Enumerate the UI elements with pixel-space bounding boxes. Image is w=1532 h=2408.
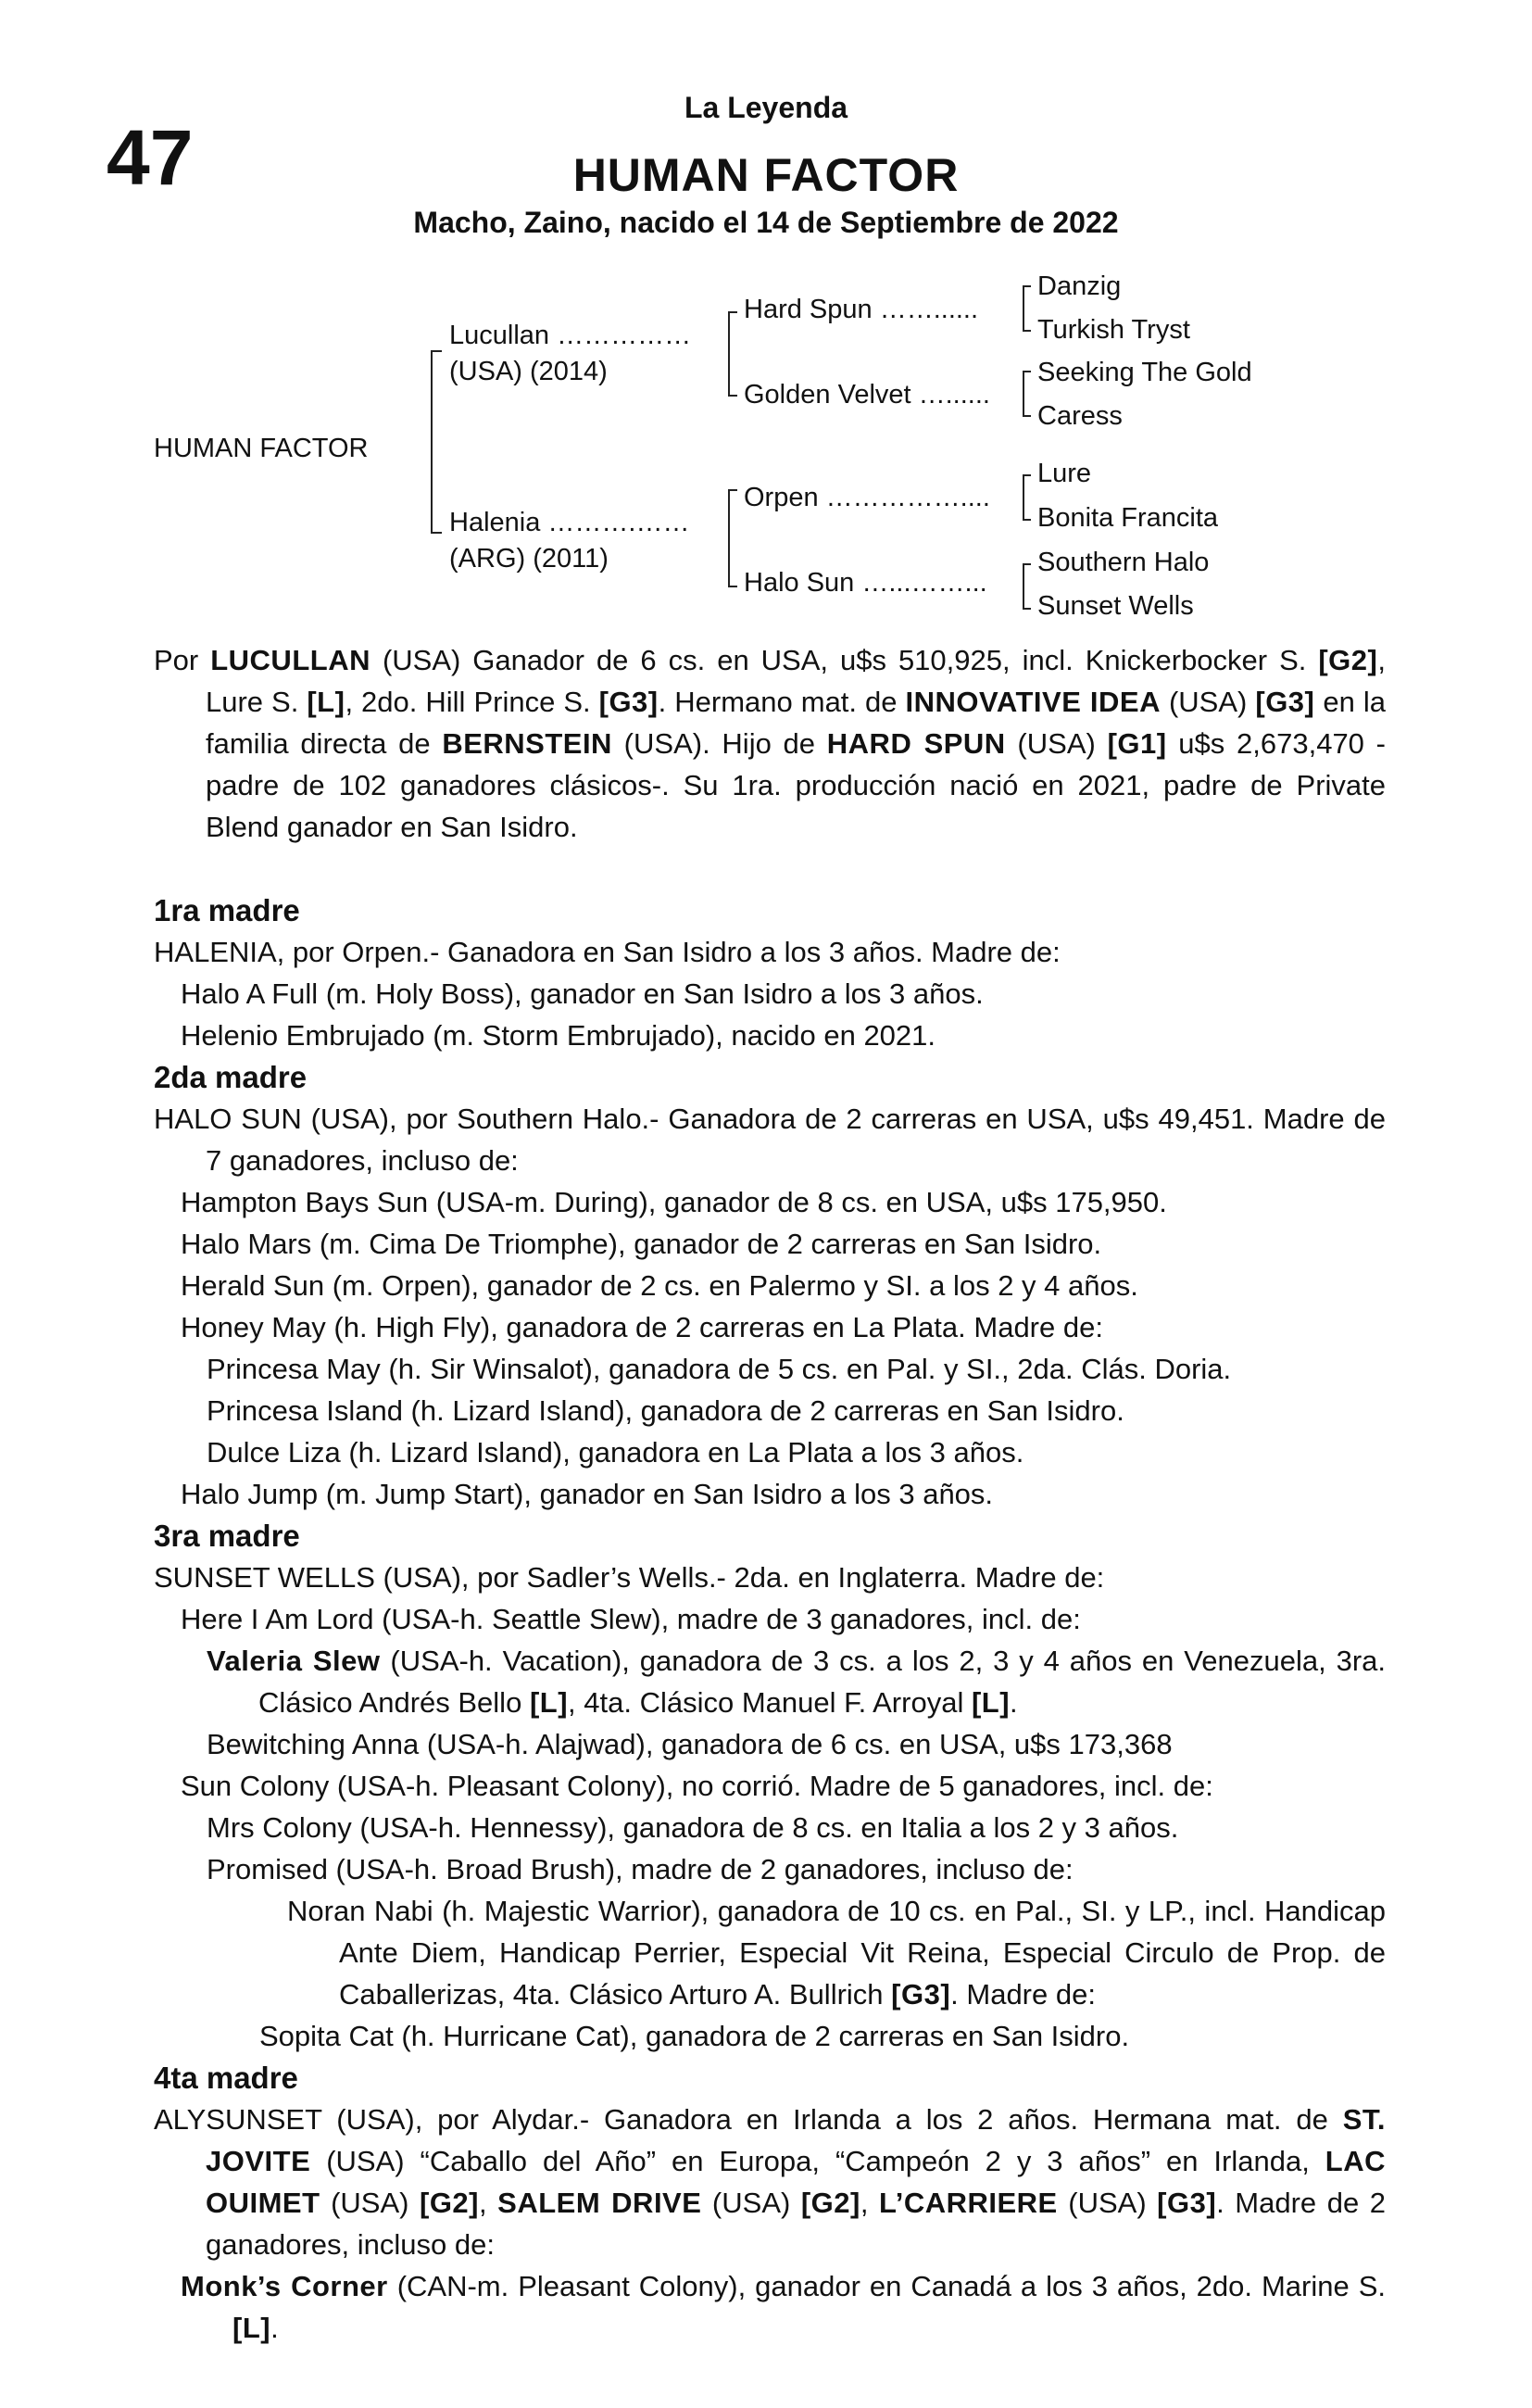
second-dam-title: 2da madre: [154, 1060, 308, 1094]
horse-name: HUMAN FACTOR: [572, 149, 960, 201]
horse-description: Macho, Zaino, nacido el 14 de Septiembre de 2022: [413, 206, 1119, 239]
pedigree-sdd: Caress: [1037, 401, 1123, 431]
first-dam-line: Helenio Embrujado (m. Storm Embrujado), nacido en 2021.: [181, 1019, 936, 1052]
second-dam-line: Halo Jump (m. Jump Start), ganador en San Isidro a los 3 años.: [181, 1478, 994, 1510]
pedigree-dam-dam: Halo Sun …...……...: [744, 568, 987, 598]
third-dam-line: Bewitching Anna (USA-h. Alajwad), ganadora de 6 cs. en USA, u$s 173,368: [207, 1728, 1173, 1760]
first-dam-line: Halo A Full (m. Holy Boss), ganador en San Isidro a los 3 años.: [181, 977, 984, 1010]
bracket-line: [1023, 285, 1024, 332]
bracket-line: [431, 532, 442, 534]
pedigree-sss: Danzig: [1037, 271, 1122, 301]
bracket-line: [1023, 330, 1031, 332]
third-dam-line: Mrs Colony (USA-h. Hennessy), ganadora de 8 cs. en Italia a los 2 y 3 años.: [207, 1811, 1179, 1844]
second-dam-line: HALO SUN (USA), por Southern Halo.- Ganadora de 2 carreras en USA, u$s 49,451. Madre de 7 ganadores, incluso de:: [154, 1103, 1386, 1177]
bracket-line: [431, 350, 433, 534]
fourth-dam-title: 4ta madre: [154, 2061, 298, 2095]
bracket-line: [1023, 415, 1031, 417]
sire-paragraph: Por LUCULLAN (USA) Ganador de 6 cs. en USA, u$s 510,925, incl. Knickerbocker S. [G2], Lure S. [L], 2do. Hill Prince S. [G3]. Hermano mat. de INNOVATIVE IDEA (USA) [G3] en la familia directa de BERNSTEIN (USA). Hijo de HARD SPUN (USA) [G1] u$s 2,673,470 -padre de 102 ganadores clásicos-. Su 1ra. producción nació en 2021, padre de Private Blend ganador en San Isidro.: [154, 644, 1386, 843]
pedigree-ssd: Turkish Tryst: [1037, 315, 1190, 345]
third-dam-line: SUNSET WELLS (USA), por Sadler’s Wells.- 2da. en Inglaterra. Madre de:: [154, 1561, 1105, 1594]
third-dam-line: Here I Am Lord (USA-h. Seattle Slew), madre de 3 ganadores, incl. de:: [181, 1603, 1081, 1635]
pedigree-sire: Lucullan ……………: [449, 321, 692, 350]
pedigree-dss: Lure: [1037, 459, 1092, 488]
bracket-line: [1023, 474, 1024, 521]
spacer: [154, 848, 1386, 889]
second-dam-line: Honey May (h. High Fly), ganadora de 2 carreras en La Plata. Madre de:: [181, 1311, 1103, 1343]
catalog-body: [154, 639, 1386, 2349]
bracket-line: [728, 586, 737, 587]
consignor: La Leyenda: [684, 91, 848, 124]
fourth-dam-line: ALYSUNSET (USA), por Alydar.- Ganadora en Irlanda a los 2 años. Hermana mat. de ST. JOVITE (USA) “Caballo del Año” en Europa, “Campeón 2 y 3 años” en Irlanda, LAC OUIMET (USA) [G2], SALEM DRIVE (USA) [G2], L’CARRIERE (USA) [G3]. Madre de 2 ganadores, incluso de:: [154, 2103, 1386, 2261]
third-dam-title: 3ra madre: [154, 1519, 300, 1553]
second-dam-line: Dulce Liza (h. Lizard Island), ganadora en La Plata a los 3 años.: [207, 1436, 1024, 1469]
bracket-line: [728, 311, 730, 397]
first-dam-line: HALENIA, por Orpen.- Ganadora en San Isidro a los 3 años. Madre de:: [154, 936, 1061, 968]
pedigree-dam-origin: (ARG) (2011): [449, 544, 609, 574]
pedigree-sds: Seeking The Gold: [1037, 358, 1252, 387]
bracket-line: [1023, 285, 1031, 287]
pedigree-sire-dam: Golden Velvet …......: [744, 380, 990, 410]
bracket-line: [1023, 474, 1031, 476]
second-dam-line: Herald Sun (m. Orpen), ganador de 2 cs. en Palermo y SI. a los 2 y 4 años.: [181, 1269, 1138, 1302]
second-dam-line: Princesa Island (h. Lizard Island), ganadora de 2 carreras en San Isidro.: [207, 1394, 1124, 1427]
first-dam-title: 1ra madre: [154, 893, 300, 927]
pedigree-ddd: Sunset Wells: [1037, 591, 1194, 621]
third-dam-line: Valeria Slew (USA-h. Vacation), ganadora de 3 cs. a los 2, 3 y 4 años en Venezuela, 3ra. Clásico Andrés Bello [L], 4ta. Clásico Manuel F. Arroyal [L].: [207, 1645, 1387, 1719]
pedigree-sire-sire: Hard Spun ……......: [744, 295, 979, 324]
pedigree-horse: HUMAN FACTOR: [154, 434, 369, 463]
second-dam-line: Hampton Bays Sun (USA-m. During), ganador de 8 cs. en USA, u$s 175,950.: [181, 1186, 1167, 1218]
bracket-line: [1023, 371, 1024, 417]
third-dam-line: Sun Colony (USA-h. Pleasant Colony), no corrió. Madre de 5 ganadores, incl. de:: [181, 1770, 1213, 1802]
second-dam-line: Princesa May (h. Sir Winsalot), ganadora de 5 cs. en Pal. y SI., 2da. Clás. Doria.: [207, 1353, 1232, 1385]
third-dam-line: Noran Nabi (h. Majestic Warrior), ganadora de 10 cs. en Pal., SI. y LP., incl. Handicap Ante Diem, Handicap Perrier, Especial Vit Reina, Especial Circulo de Prop. de Caballerizas, 4ta. Clásico Arturo A. Bullrich [G3]. Madre de:: [287, 1895, 1386, 2011]
pedigree-dds: Southern Halo: [1037, 548, 1210, 577]
bracket-line: [1023, 608, 1031, 610]
third-dam-line: Sopita Cat (h. Hurricane Cat), ganadora de 2 carreras en San Isidro.: [259, 2020, 1130, 2052]
bracket-line: [728, 489, 737, 491]
bracket-line: [1023, 563, 1031, 565]
pedigree-dam-sire: Orpen ……………....: [744, 483, 990, 512]
bracket-line: [1023, 519, 1031, 521]
pedigree-dam: Halenia ……….……: [449, 508, 690, 537]
bracket-line: [728, 395, 737, 397]
bracket-line: [728, 489, 730, 587]
pedigree-sire-origin: (USA) (2014): [449, 357, 608, 386]
lot-number: 47: [107, 114, 194, 201]
fourth-dam-line: Monk’s Corner (CAN-m. Pleasant Colony), ganador en Canadá a los 3 años, 2do. Marine S. [L].: [181, 2270, 1386, 2344]
bracket-line: [1023, 371, 1031, 372]
bracket-line: [431, 350, 442, 352]
pedigree-dsd: Bonita Francita: [1037, 503, 1219, 533]
bracket-line: [728, 311, 737, 313]
third-dam-line: Promised (USA-h. Broad Brush), madre de 2 ganadores, incluso de:: [207, 1853, 1074, 1885]
second-dam-line: Halo Mars (m. Cima De Triomphe), ganador de 2 carreras en San Isidro.: [181, 1228, 1102, 1260]
bracket-line: [1023, 563, 1024, 610]
